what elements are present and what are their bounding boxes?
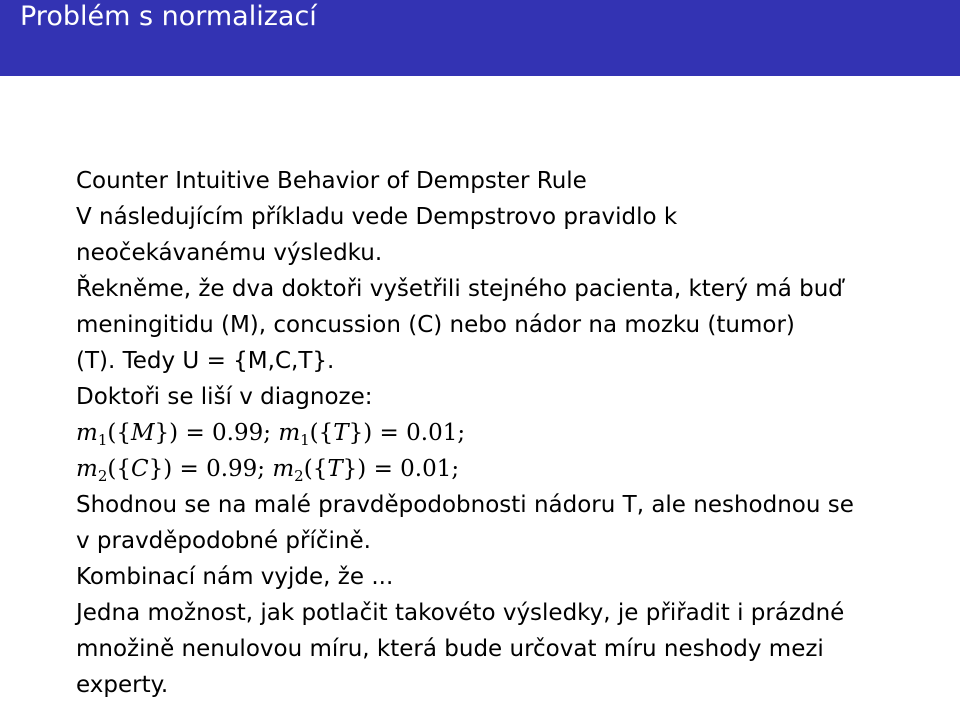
slide-body	[76, 163, 936, 703]
formula-m2-var-2: m	[272, 456, 295, 482]
body-line-1: Counter Intuitive Behavior of Dempster Rule	[76, 168, 587, 194]
title-bar	[0, 0, 960, 76]
formula-m1-val-a: 0.99	[212, 420, 264, 446]
formula-m1-var-2: m	[278, 420, 301, 446]
slide-title: Problém s normalizací	[20, 1, 317, 32]
formula-m1-var: m	[76, 420, 98, 446]
body-line-4: Řekněme, že dva doktoři vyšetřili stejného pacienta, který má buď	[76, 276, 843, 302]
formula-m1-val-b: 0.01	[406, 420, 458, 446]
body-line-12: Kombinací nám vyjde, že ...	[76, 564, 394, 590]
body-line-2: V následujícím příkladu vede Dempstrovo pravidlo k	[76, 204, 678, 230]
formula-m2-val-a: 0.99	[206, 456, 258, 482]
formula-m2-sub-2: 2	[294, 467, 304, 485]
formula-m2-sub: 2	[97, 467, 108, 485]
body-line-15: experty.	[76, 672, 169, 698]
body-line-7: Doktoři se liší v diagnoze:	[76, 384, 373, 410]
formula-m2-set-a: C	[130, 456, 149, 482]
formula-m2-set-b: T	[327, 456, 343, 482]
formula-m1-sub: 1	[97, 431, 108, 449]
body-line-3: neočekávanému výsledku.	[76, 240, 383, 266]
formula-m2: $m_2(\{C\}) = 0.99$; $m_2(\{T\}) = 0.01$;	[76, 456, 460, 485]
formula-m1-set-b: T	[333, 420, 349, 446]
body-line-10: Shodnou se na malé pravděpodobnosti nádoru T, ale neshodnou se	[76, 492, 854, 518]
formula-m1-set-a: M	[130, 420, 155, 446]
body-line-5: meningitidu (M), concussion (C) nebo nádor na mozku (tumor)	[76, 312, 795, 338]
formula-m2-val-b: 0.01	[400, 456, 452, 482]
body-line-11: v pravděpodobné příčině.	[76, 528, 371, 554]
formula-m1-sub-2: 1	[300, 431, 310, 449]
formula-m2-var: m	[76, 456, 98, 482]
body-line-14: množině nenulovou míru, která bude určovat míru neshody mezi	[76, 636, 824, 662]
body-line-13: Jedna možnost, jak potlačit takovéto výsledky, je přiřadit i prázdné	[76, 600, 845, 626]
formula-m1: $m_1(\{M\}) = 0.99$; $m_1(\{T\}) = 0.01$;	[76, 420, 466, 449]
body-line-6: (T). Tedy U = {M,C,T}.	[76, 348, 335, 374]
